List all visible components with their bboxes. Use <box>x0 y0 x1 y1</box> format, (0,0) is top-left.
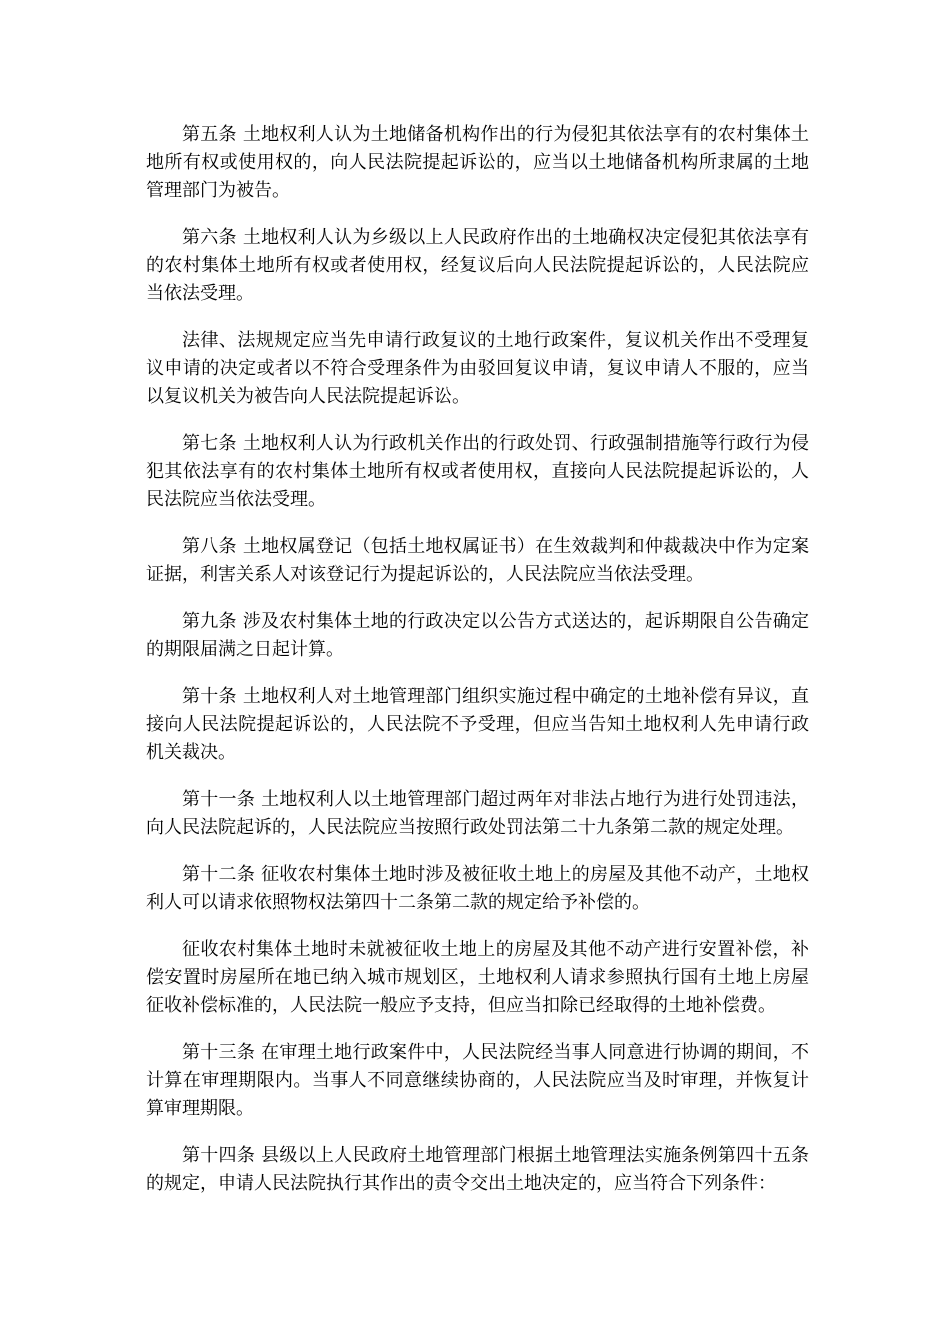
paragraph-article-11: 第十一条 土地权利人以土地管理部门超过两年对非法占地行为进行处罚违法，向人民法院起诉的，人民法院应当按照行政处罚法第二十九条第二款的规定处理。 <box>146 789 809 838</box>
paragraph-article-12: 第十二条 征收农村集体土地时涉及被征收土地上的房屋及其他不动产，土地权利人可以请求依照物权法第四十二条第二款的规定给予补偿的。 <box>146 864 809 913</box>
paragraph-article-13: 第十三条 在审理土地行政案件中，人民法院经当事人同意进行协调的期间，不计算在审理期限内。当事人不同意继续协商的，人民法院应当及时审理，并恢复计算审理期限。 <box>146 1042 809 1119</box>
paragraph-article-14: 第十四条 县级以上人民政府土地管理部门根据土地管理法实施条例第四十五条的规定，申请人民法院执行其作出的责令交出土地决定的，应当符合下列条件： <box>146 1145 809 1194</box>
paragraph-article-6: 第六条 土地权利人认为乡级以上人民政府作出的土地确权决定侵犯其依法享有的农村集体土地所有权或者使用权，经复议后向人民法院提起诉讼的，人民法院应当依法受理。 <box>146 227 809 304</box>
paragraph-article-5: 第五条 土地权利人认为土地储备机构作出的行为侵犯其依法享有的农村集体土地所有权或使用权的，向人民法院提起诉讼的，应当以土地储备机构所隶属的土地管理部门为被告。 <box>146 124 809 201</box>
document-page <box>146 121 809 1217</box>
paragraph-article-8: 第八条 土地权属登记（包括土地权属证书）在生效裁判和仲裁裁决中作为定案证据，利害关系人对该登记行为提起诉讼的，人民法院应当依法受理。 <box>146 536 809 585</box>
paragraph-article-10: 第十条 土地权利人对土地管理部门组织实施过程中确定的土地补偿有异议，直接向人民法院提起诉讼的，人民法院不予受理，但应当告知土地权利人先申请行政机关裁决。 <box>146 686 809 763</box>
paragraph-article-9: 第九条 涉及农村集体土地的行政决定以公告方式送达的，起诉期限自公告确定的期限届满之日起计算。 <box>146 611 809 660</box>
paragraph-article-6-clause-2: 法律、法规规定应当先申请行政复议的土地行政案件，复议机关作出不受理复议申请的决定或者以不符合受理条件为由驳回复议申请，复议申请人不服的，应当以复议机关为被告向人民法院提起诉讼。 <box>146 330 809 407</box>
paragraph-article-7: 第七条 土地权利人认为行政机关作出的行政处罚、行政强制措施等行政行为侵犯其依法享有的农村集体土地所有权或者使用权，直接向人民法院提起诉讼的，人民法院应当依法受理。 <box>146 433 809 510</box>
paragraph-article-12-clause-2: 征收农村集体土地时未就被征收土地上的房屋及其他不动产进行安置补偿，补偿安置时房屋所在地已纳入城市规划区，土地权利人请求参照执行国有土地上房屋征收补偿标准的，人民法院一般应予支持，但应当扣除已经取得的土地补偿费。 <box>146 939 809 1016</box>
